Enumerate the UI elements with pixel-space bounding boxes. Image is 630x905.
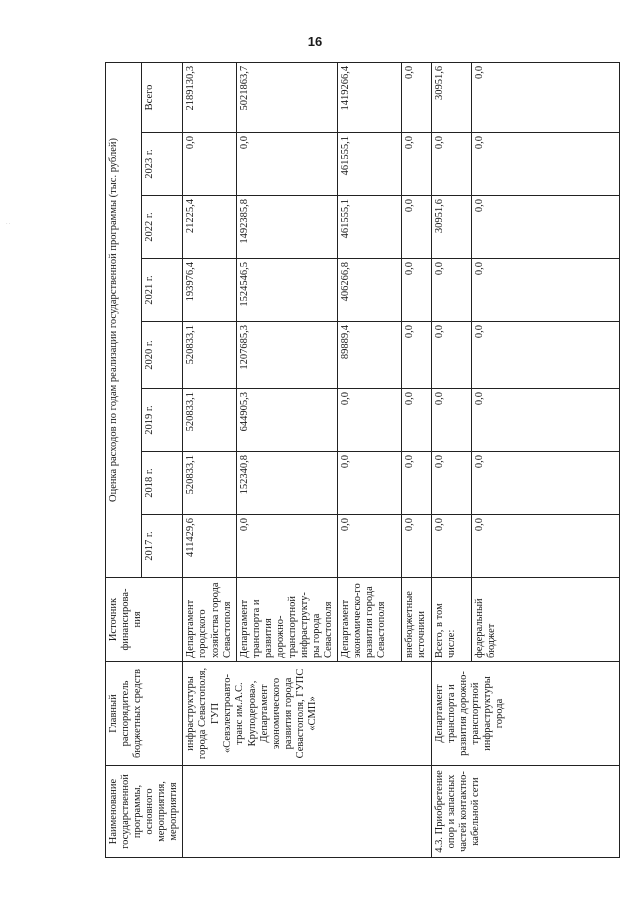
header-year: 2023 г. [141,133,183,196]
value-cell: 0,0 [472,322,620,389]
value-cell: 0,0 [432,322,472,389]
value-cell: 0,0 [472,196,620,259]
table-row [183,62,236,857]
value-cell: 0,0 [432,259,472,322]
value-cell: 0,0 [402,389,432,452]
funding-source-cell: федеральный бюджет [472,578,620,662]
header-year: 2022 г. [141,196,183,259]
funding-source-cell: внебюджетные источники [402,578,432,662]
funding-source-cell: Департамент экономическо-го развития города Севастополя [338,578,402,662]
header-program-name: Наименование государственной программы, основного мероприятия, мероприятия [106,766,183,858]
value-cell: 0,0 [472,452,620,515]
budget-table [105,62,620,858]
total-cell: 2189130,3 [183,62,236,132]
value-cell: 0,0 [432,515,472,578]
rotated-table-wrapper [105,63,620,858]
value-cell: 0,0 [402,259,432,322]
funding-source-cell: Департамент городского хозяйства города Севастополя [183,578,236,662]
header-total: Всего [141,62,183,132]
header-row [106,62,142,857]
table-row [432,62,472,857]
value-cell: 0,0 [402,452,432,515]
header-year: 2018 г. [141,452,183,515]
value-cell: 0,0 [432,389,472,452]
header-main-manager: Главный распорядитель бюджетных средств [106,662,183,766]
value-cell: 152340,8 [236,452,338,515]
value-cell: 0,0 [402,515,432,578]
value-cell: 193976,4 [183,259,236,322]
program-name-cell: 4.3. Приобретение опор и запасных частей контактно-кабельной сети [432,766,620,858]
total-cell: 1419266,4 [338,62,402,132]
value-cell: 30951,6 [432,196,472,259]
value-cell: 0,0 [432,452,472,515]
value-cell: 0,0 [472,259,620,322]
manager-text-part2: Круподерова», Департамент экономического развития города Севастополя, ГУПС «СМП» [246,668,318,759]
value-cell: 0,0 [338,389,402,452]
value-cell: 0,0 [402,133,432,196]
value-cell: 1207685,3 [236,322,338,389]
header-year: 2019 г. [141,389,183,452]
header-year: 2017 г. [141,515,183,578]
value-cell: 0,0 [472,515,620,578]
main-manager-cell [183,662,432,766]
value-cell: 520833,1 [183,322,236,389]
manager-text-part1: инфраструктуры города Севастополя, ГУП «Севэлектроавто-транс им.А.С. [185,667,245,760]
value-cell: 0,0 [338,452,402,515]
value-cell: 461555,1 [338,133,402,196]
value-cell: 411429,6 [183,515,236,578]
total-cell: 30951,6 [432,62,472,132]
page-number: 16 [307,34,323,49]
value-cell: 520833,1 [183,452,236,515]
value-cell: 0,0 [402,196,432,259]
value-cell: 0,0 [338,515,402,578]
main-manager-cell: Департамент транспорта и развития дорожно-транспортной инфраструктуры города [432,662,620,766]
value-cell: 0,0 [432,133,472,196]
value-cell: 21225,4 [183,196,236,259]
header-funding-source: Источник финансирова-ния [106,578,183,662]
total-cell: 5021863,7 [236,62,338,132]
funding-source-cell: Всего, в том числе: [432,578,472,662]
value-cell: 1524546,5 [236,259,338,322]
value-cell: 0,0 [472,133,620,196]
total-cell: 0,0 [402,62,432,132]
header-year: 2020 г. [141,322,183,389]
funding-source-cell: Департамент транспорта и развития дорожно-транспортной инфраструкту-ры города Севастополя [236,578,338,662]
value-cell: 0,0 [472,389,620,452]
value-cell: 0,0 [183,133,236,196]
value-cell: 520833,1 [183,389,236,452]
header-expense-estimate: Оценка расходов по годам реализации государственной программы (тыс. рублей) [106,62,142,577]
header-year: 2021 г. [141,259,183,322]
total-cell: 0,0 [472,62,620,132]
value-cell: 1492385,8 [236,196,338,259]
value-cell: 406266,8 [338,259,402,322]
value-cell: 89889,4 [338,322,402,389]
scan-artifact-mark: · · [6,222,11,227]
value-cell: 461555,1 [338,196,402,259]
value-cell: 0,0 [236,515,338,578]
value-cell: 644905,3 [236,389,338,452]
value-cell: 0,0 [402,322,432,389]
program-name-cell [183,766,432,858]
value-cell: 0,0 [236,133,338,196]
